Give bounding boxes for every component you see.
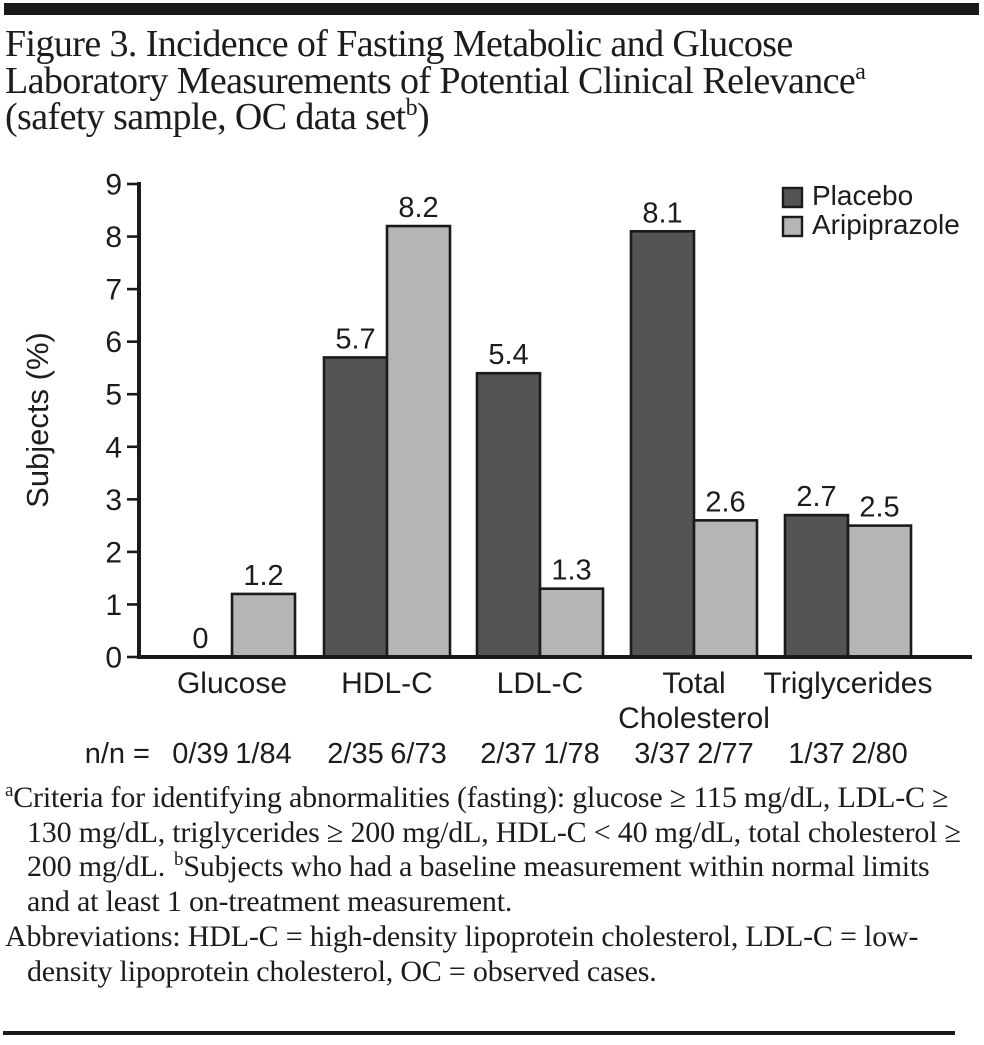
title-text: ) xyxy=(417,96,430,139)
bar-value-label: 2.6 xyxy=(705,486,746,519)
footnote-criteria-text: Criteria for identifying abnormalities (fasting): glucose ≥ 115 mg/dL, LDL-C ≥ 130 mg/dL, triglycerides ≥ 200 mg/dL, HDL-C < 40 mg/dL, total cholesterol ≥ 200 mg/dL. xyxy=(13,781,961,884)
bar-value-label: 5.7 xyxy=(335,323,376,356)
footnote-abbreviations: Abbreviations: HDL-C = high-density lipoprotein cholesterol, LDL-C = low-density lipoprotein cholesterol, OC = observed cases. xyxy=(5,919,919,988)
n-row-label: n/n = xyxy=(84,738,150,770)
n-count: 2/80 xyxy=(851,738,908,770)
legend-label: Placebo xyxy=(812,180,914,211)
bar-placebo xyxy=(324,357,387,657)
legend-label: Aripiprazole xyxy=(812,209,960,240)
n-count: 3/37 xyxy=(634,738,691,770)
footnote-superscript-a: a xyxy=(5,780,14,801)
category-label: Triglycerides xyxy=(763,667,933,700)
n-count: 2/77 xyxy=(697,738,754,770)
n-count: 1/84 xyxy=(235,738,292,770)
y-axis-title: Subjects (%) xyxy=(20,332,55,508)
y-tick-label: 8 xyxy=(105,221,122,255)
footnote-criteria xyxy=(5,781,963,920)
y-tick-label: 0 xyxy=(105,641,122,675)
y-tick-label: 3 xyxy=(105,483,122,517)
category-label: Cholesterol xyxy=(618,702,770,735)
n-count: 1/37 xyxy=(788,738,845,770)
footnote-baseline-text: Subjects who had a baseline measurement within normal limits and at least 1 on-treatment measurement. xyxy=(27,850,930,919)
footnote-superscript-b: b xyxy=(174,849,184,871)
bottom-rule xyxy=(3,1031,955,1035)
title-text: (safety sample, OC data set xyxy=(5,96,406,139)
title-superscript-b: b xyxy=(405,95,418,122)
bar-value-label: 8.1 xyxy=(642,197,683,230)
bar-placebo xyxy=(631,231,694,657)
category-label: Glucose xyxy=(176,667,288,700)
n-count: 2/37 xyxy=(480,738,537,770)
category-label: LDL-C xyxy=(496,667,584,700)
title-text: Figure 3. Incidence of Fasting Metabolic and Glucose xyxy=(5,23,793,65)
title-line-3 xyxy=(5,95,965,139)
title-superscript-a: a xyxy=(855,58,866,85)
n-count: 2/35 xyxy=(327,738,384,770)
bar-value-label: 2.7 xyxy=(796,481,837,514)
y-tick-label: 5 xyxy=(105,378,122,412)
footnotes xyxy=(5,781,963,989)
bar-placebo xyxy=(477,373,540,657)
bar-aripiprazole xyxy=(694,520,757,657)
bar-value-label: 1.2 xyxy=(243,559,284,592)
category-label: HDL-C xyxy=(341,667,433,700)
title-text: Laboratory Measurements of Potential Clinical Relevance xyxy=(5,59,856,102)
y-tick-label: 9 xyxy=(105,168,122,202)
bar-aripiprazole xyxy=(232,594,295,657)
bar-value-label: 0 xyxy=(192,623,209,655)
y-tick-label: 6 xyxy=(105,326,122,360)
y-tick-label: 1 xyxy=(105,588,122,622)
bar-value-label: 2.5 xyxy=(859,491,900,524)
category-label: Total xyxy=(662,667,726,700)
bar-chart xyxy=(0,158,984,780)
title-line-1 xyxy=(5,23,965,65)
legend-swatch-aripiprazole xyxy=(783,217,802,236)
y-tick-label: 2 xyxy=(105,536,122,570)
bar-value-label: 1.3 xyxy=(551,554,592,587)
top-rule xyxy=(4,3,979,15)
bar-value-label: 5.4 xyxy=(488,339,529,372)
title-line-2 xyxy=(5,58,965,102)
bar-value-label: 8.2 xyxy=(398,192,439,225)
bar-aripiprazole xyxy=(540,589,603,657)
y-tick-label: 4 xyxy=(105,431,122,465)
figure-title xyxy=(5,23,965,139)
bar-placebo xyxy=(785,515,848,657)
n-count: 1/78 xyxy=(543,738,600,770)
n-count: 6/73 xyxy=(390,738,447,770)
y-tick-label: 7 xyxy=(105,273,122,307)
legend-swatch-placebo xyxy=(783,188,802,207)
n-count: 0/39 xyxy=(172,738,229,770)
bar-aripiprazole xyxy=(387,226,450,657)
bar-aripiprazole xyxy=(848,526,911,657)
